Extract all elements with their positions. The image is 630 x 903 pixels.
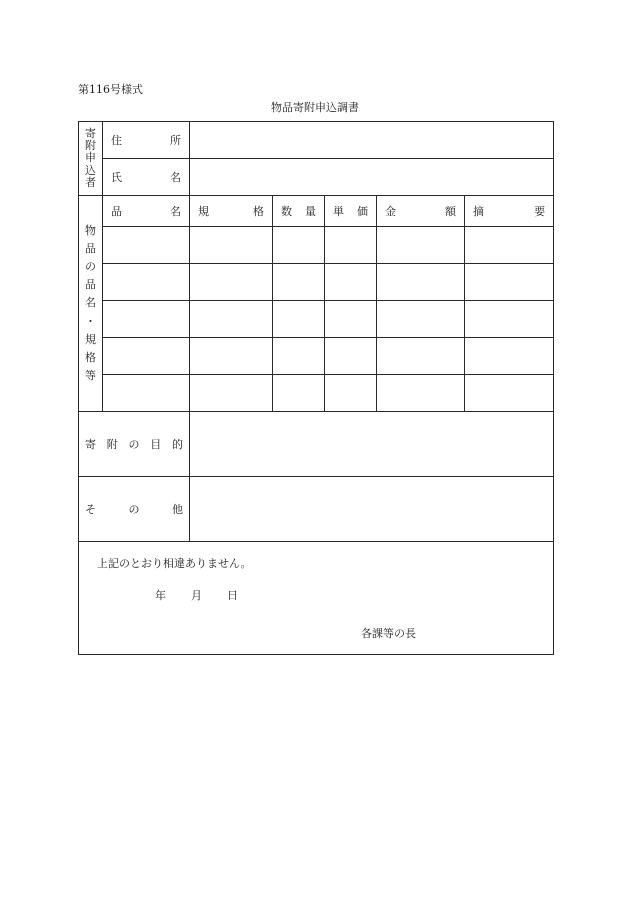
- purpose-label-cell: [79, 412, 190, 477]
- item-cell[interactable]: [465, 301, 554, 338]
- column-header-label: [465, 203, 553, 219]
- item-cell[interactable]: [465, 375, 554, 412]
- column-header-label: [103, 203, 189, 219]
- applicant-group-label-char: 込: [85, 163, 96, 177]
- column-header-label: [325, 203, 376, 219]
- purpose-label-char: 寄: [85, 438, 96, 451]
- item-cell[interactable]: [325, 264, 377, 301]
- column-header-label-char: 金: [385, 205, 396, 218]
- column-header-label-char: 品: [111, 205, 122, 218]
- item-cell[interactable]: [190, 375, 273, 412]
- column-header-label-char: 摘: [473, 205, 484, 218]
- other-row: [79, 477, 554, 542]
- item-cell[interactable]: [325, 227, 377, 264]
- column-header-label-char: 数: [281, 205, 292, 218]
- name-label-char: 名: [170, 171, 181, 184]
- item-cell[interactable]: [465, 264, 554, 301]
- form-number: 第116号様式: [78, 83, 143, 96]
- column-header: [190, 196, 273, 227]
- item-cell[interactable]: [190, 301, 273, 338]
- column-header: [325, 196, 377, 227]
- column-header-label-char: 要: [534, 205, 546, 218]
- item-cell[interactable]: [273, 375, 325, 412]
- purpose-label: [79, 436, 189, 452]
- column-header-label-char: 格: [253, 205, 264, 218]
- donation-form-table: [78, 121, 554, 655]
- address-field[interactable]: [190, 122, 554, 159]
- address-label-char: 住: [111, 134, 122, 147]
- applicant-name-row: [79, 159, 554, 196]
- footer-row: [79, 542, 554, 655]
- column-header: [273, 196, 325, 227]
- item-row: [79, 264, 554, 301]
- items-group-label-char: 規: [85, 332, 96, 346]
- date-part: 年: [155, 589, 166, 602]
- column-header-label-char: 規: [198, 205, 209, 218]
- other-label-cell: [79, 477, 190, 542]
- item-row: [79, 227, 554, 264]
- purpose-label-char: 附: [106, 438, 118, 451]
- other-label-char: そ: [85, 503, 96, 516]
- items-group-label-char: 品: [85, 278, 96, 292]
- purpose-field[interactable]: [190, 412, 554, 477]
- items-group-label-char: ・: [85, 314, 96, 328]
- purpose-label-char: の: [128, 438, 140, 451]
- column-header: [465, 196, 554, 227]
- item-cell[interactable]: [273, 338, 325, 375]
- purpose-label-char: 的: [172, 438, 183, 451]
- address-label-char: 所: [170, 134, 181, 147]
- purpose-row: [79, 412, 554, 477]
- form-title: 物品寄附申込調書: [271, 101, 359, 114]
- name-label-char: 氏: [111, 171, 122, 184]
- item-cell[interactable]: [190, 264, 273, 301]
- applicant-group-label-char: 寄: [85, 126, 96, 140]
- item-row: [79, 375, 554, 412]
- address-label-cell: [103, 122, 190, 159]
- column-header-label: [377, 203, 464, 219]
- column-header-label: [190, 203, 272, 219]
- name-label: [103, 169, 189, 185]
- other-label-char: 他: [172, 503, 183, 516]
- item-row: [79, 338, 554, 375]
- item-row: [79, 301, 554, 338]
- item-cell[interactable]: [377, 375, 465, 412]
- other-label: [79, 501, 189, 517]
- signer-title: 各課等の長: [361, 627, 416, 640]
- column-header: [377, 196, 465, 227]
- items-group-label-char: 名: [85, 296, 96, 310]
- applicant-address-row: [79, 122, 554, 159]
- column-header: [103, 196, 190, 227]
- column-header-label-char: 額: [445, 205, 456, 218]
- column-header-label-char: 単: [333, 205, 344, 218]
- items-group-label-char: 格: [85, 350, 96, 364]
- item-cell[interactable]: [103, 264, 190, 301]
- column-header-label-char: 価: [357, 205, 368, 218]
- item-cell[interactable]: [377, 264, 465, 301]
- items-header-row: [79, 196, 554, 227]
- date-part: 月: [191, 589, 202, 602]
- column-header-label-char: 名: [170, 205, 181, 218]
- item-cell[interactable]: [325, 301, 377, 338]
- item-cell[interactable]: [325, 338, 377, 375]
- item-cell[interactable]: [465, 227, 554, 264]
- item-cell[interactable]: [465, 338, 554, 375]
- item-cell[interactable]: [190, 338, 273, 375]
- item-cell[interactable]: [273, 264, 325, 301]
- items-group-label-char: の: [85, 260, 96, 274]
- item-cell[interactable]: [103, 338, 190, 375]
- item-cell[interactable]: [273, 301, 325, 338]
- purpose-label-char: 目: [150, 438, 162, 451]
- applicant-group-label-char: 附: [85, 139, 96, 153]
- column-header-label: [273, 203, 324, 219]
- item-cell[interactable]: [103, 227, 190, 264]
- column-header-label-char: 量: [305, 205, 316, 218]
- item-cell[interactable]: [325, 375, 377, 412]
- other-label-char: の: [128, 503, 140, 516]
- name-field[interactable]: [190, 159, 554, 196]
- item-cell[interactable]: [377, 301, 465, 338]
- other-field[interactable]: [190, 477, 554, 542]
- item-cell[interactable]: [377, 227, 465, 264]
- applicant-group-label-char: 者: [85, 175, 96, 189]
- applicant-group-label: [79, 122, 103, 196]
- item-cell[interactable]: [103, 375, 190, 412]
- name-label-cell: [103, 159, 190, 196]
- item-cell[interactable]: [273, 227, 325, 264]
- item-cell[interactable]: [190, 227, 273, 264]
- item-cell[interactable]: [377, 338, 465, 375]
- confirmation-text: 上記のとおり相違ありません。: [97, 557, 252, 570]
- applicant-group-label-char: 申: [85, 151, 96, 165]
- certification-area: [79, 542, 554, 655]
- address-label: [103, 132, 189, 148]
- items-group-label: [79, 196, 103, 412]
- items-group-label-char: 品: [85, 242, 96, 255]
- item-cell[interactable]: [103, 301, 190, 338]
- items-group-label-char: 物: [85, 223, 96, 237]
- date-part: 日: [227, 589, 238, 602]
- items-group-label-char: 等: [85, 368, 96, 382]
- date-line: [155, 587, 263, 603]
